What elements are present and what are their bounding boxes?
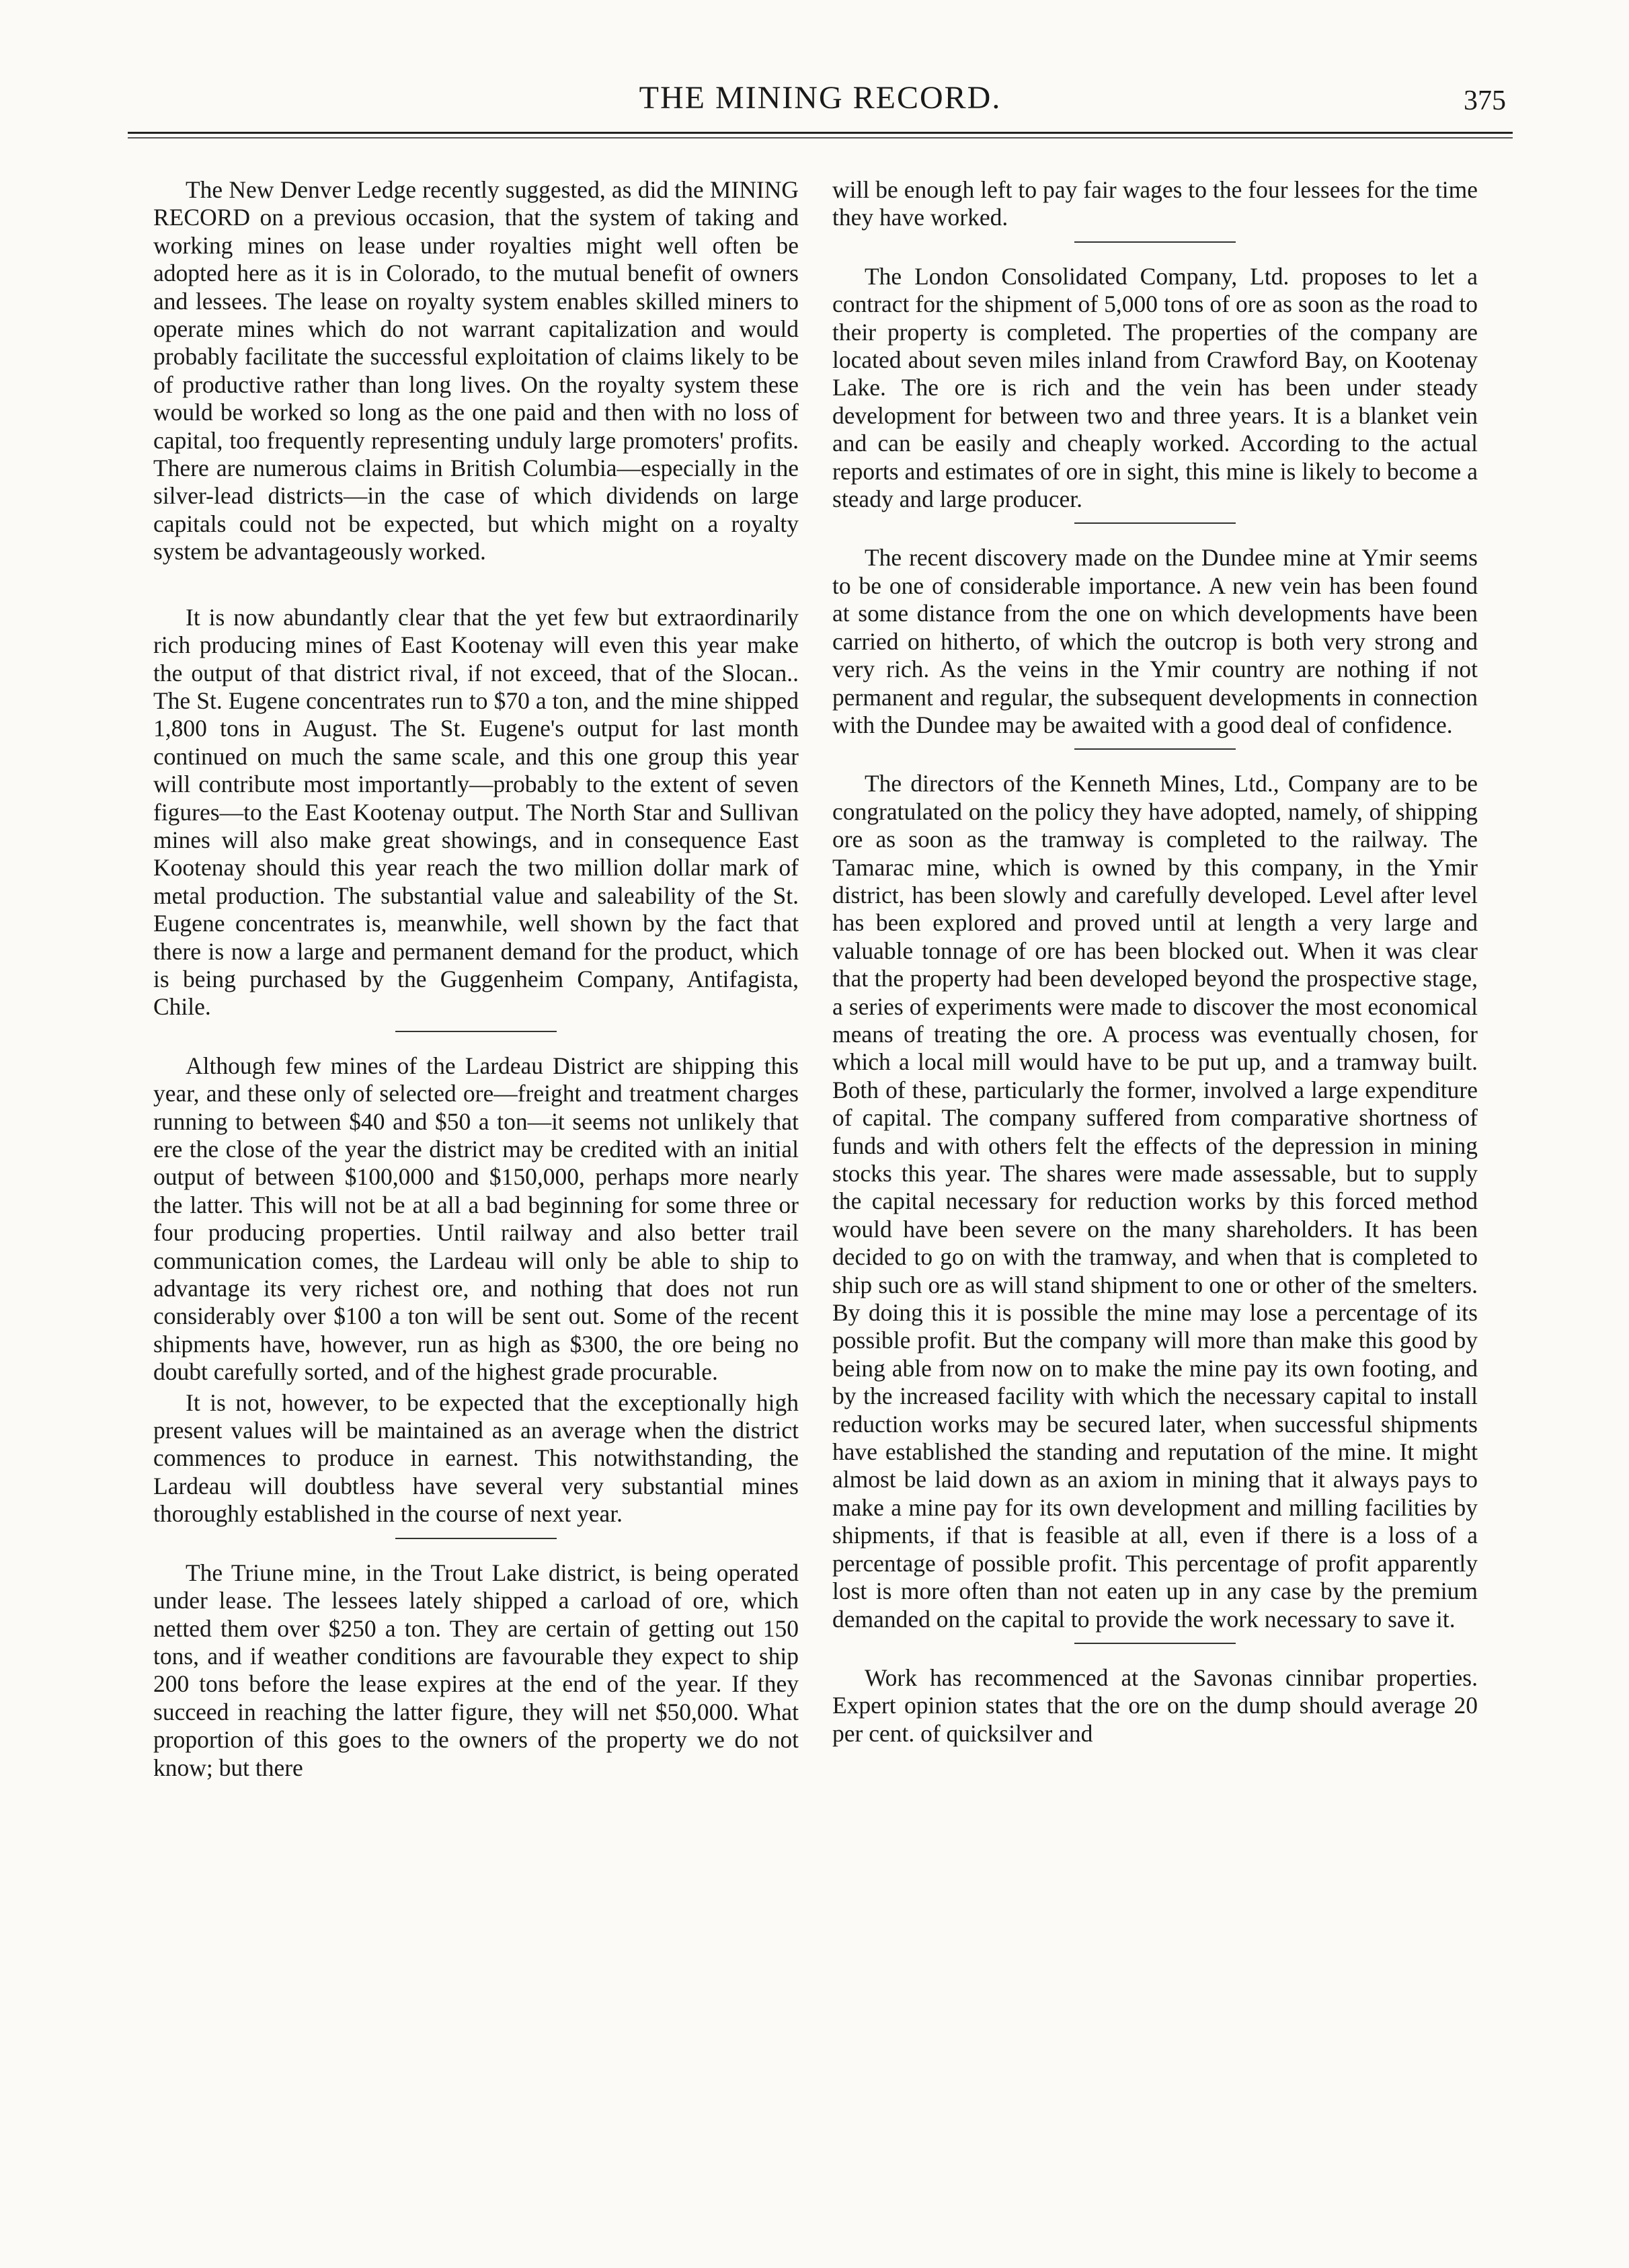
article-savonas-cinnibar: Work has recommenced at the Savonas cinnibar properties. Expert opinion states that the ore on the dump should average 20 per cent. of quicksilver and: [832, 1664, 1478, 1747]
section-divider: [395, 1538, 557, 1539]
article-triune-mine-cont: will be enough left to pay fair wages to the four lessees for the time they have worked.: [832, 176, 1478, 231]
article-triune-mine: The Triune mine, in the Trout Lake district, is being operated under lease. The lessees lately shipped a carload of ore, which netted them over $250 a ton. They are certain of getting out 150 tons, and if weather conditions are favourable they expect to ship 200 tons before the lease expires at the end of the year. If they succeed in reaching the latter figure, they will net $50,000. What proportion of this goes to the owners of the property we do not know; but there: [153, 1559, 799, 1781]
section-divider: [395, 1031, 557, 1032]
article-east-kootenay: It is now abundantly clear that the yet few but extraordinarily rich producing mines of East Kootenay will even this year make the output of that district rival, if not exceed, that of the Slocan.. The St. Eugene concentrates run to $70 a ton, and the mine shipped 1,800 tons in August. The St. Eugene's output for last month continued on much the same scale, and this one group this year will contribute most importantly—probably to the extent of seven figures—to the East Kootenay output. The North Star and Sullivan mines will also make great showings, and in consequence East Kootenay should this year reach the two million dollar mark of metal production. The substantial value and saleability of the St. Eugene concentrates is, meanwhile, well shown by the fact that there is now a large and permanent demand for the product, which is being purchased by the Guggenheim Company, Antifagista, Chile.: [153, 603, 799, 1021]
header-rule: [128, 132, 1513, 134]
section-divider: [1074, 522, 1236, 524]
section-divider: [1074, 748, 1236, 750]
article-lardeau-district: Although few mines of the Lardeau District are shipping this year, and these only of selected ore—freight and treatment charges running to between $40 and $50 a ton—it seems not unlikely that ere the close of the year the district may be credited with an initial output of between $100,000 and $150,000, perhaps more nearly the latter. This will not be at all a bad beginning for some three or four producing properties. Until railway and also better trail communication comes, the Lardeau will only be able to ship to advantage its very richest ore, and nothing that does not run considerably over $100 a ton will be sent out. Some of the recent shipments have, however, run as high as $300, the ore being no doubt carefully sorted, and of the highest grade procurable.: [153, 1052, 799, 1386]
section-divider: [1074, 1643, 1236, 1644]
page-number: 375: [1464, 85, 1506, 116]
article-dundee-mine: The recent discovery made on the Dundee mine at Ymir seems to be one of considerable importance. A new vein has been found at some distance from the one on which developments have been carried on hitherto, of which the outcrop is both very strong and very rich. As the veins in the Ymir country are nothing if not permanent and regular, the subsequent developments in connection with the Dundee may be awaited with a good deal of confidence.: [832, 544, 1478, 738]
journal-title: THE MINING RECORD.: [639, 80, 1002, 116]
left-column: [153, 176, 799, 1782]
page-header: [128, 79, 1513, 133]
section-divider: [1074, 241, 1236, 243]
article-london-consolidated: The London Consolidated Company, Ltd. proposes to let a contract for the shipment of 5,000 tons of ore as soon as the road to their property is completed. The properties of the company are located about seven miles inland from Crawford Bay, on Kootenay Lake. The ore is rich and the vein has been under steady development for between two and three years. It is a blanket vein and can be easily and cheaply worked. According to the actual reports and estimates of ore in sight, this mine is likely to become a steady and large producer.: [832, 262, 1478, 513]
article-royalty-leases: The New Denver Ledge recently suggested, as did the MINING RECORD on a previous occasion, that the system of taking and working mines on lease under royalties might well often be adopted here as it is in Colorado, to the mutual benefit of owners and lessees. The lease on royalty system enables skilled miners to operate mines which do not warrant capitalization and would probably facilitate the successful exploitation of claims likely to be of productive rather than long lives. On the royalty system these would be worked so long as the one paid and then with no loss of capital, too frequently representing unduly large promoters' profits. There are numerous claims in British Columbia—especially in the silver-lead districts—in the case of which dividends on large capitals could not be expected, but which might on a royalty system be advantageously worked.: [153, 176, 799, 565]
right-column: [832, 176, 1478, 1748]
article-lardeau-district-cont: It is not, however, to be expected that the exceptionally high present values will be maintained as an average when the district commences to produce in earnest. This notwithstanding, the Lardeau will doubtless have several very substantial mines thoroughly established in the course of next year.: [153, 1389, 799, 1528]
header-rule-secondary: [128, 137, 1513, 139]
section-gap: [153, 566, 799, 604]
article-kenneth-mines: The directors of the Kenneth Mines, Ltd., Company are to be congratulated on the policy they have adopted, namely, of shipping ore as soon as the tramway is completed to the railway. The Tamarac mine, which is owned by this company, in the Ymir district, has been slowly and carefully developed. Level after level has been explored and proved until at length a very large and valuable tonnage of ore has been blocked out. When it was clear that the property had been developed beyond the prospective stage, a series of experiments were made to discover the most economical means of treating the ore. A process was eventually chosen, for which a local mill would have to be put up, and a tramway built. Both of these, particularly the former, involved a large expenditure of capital. The company suffered from comparative shortness of funds and with others felt the effects of the depression in mining stocks this year. The shares were made assessable, but to supply the capital necessary for reduction works by this forced method would have been severe on the many shareholders. It has been decided to go on with the tramway, and when that is completed to ship such ore as will stand shipment to one or other of the smelters. By doing this it is possible the mine may lose a percentage of its possible profit. But the company will more than make this good by being able from now on to make the mine pay its own footing, and by the increased facility with which the necessary capital to install reduction works may be secured later, when successful shipments have established the standing and reputation of the mine. It might almost be laid down as an axiom in mining that it always pays to make a mine pay for its own development and milling facilities by shipments, if that is feasible at all, even if there is a loss of a percentage of possible profit. This percentage of profit apparently lost is more often than not eaten up in any case by the premium demanded on the capital to provide the work necessary to save it.: [832, 770, 1478, 1633]
